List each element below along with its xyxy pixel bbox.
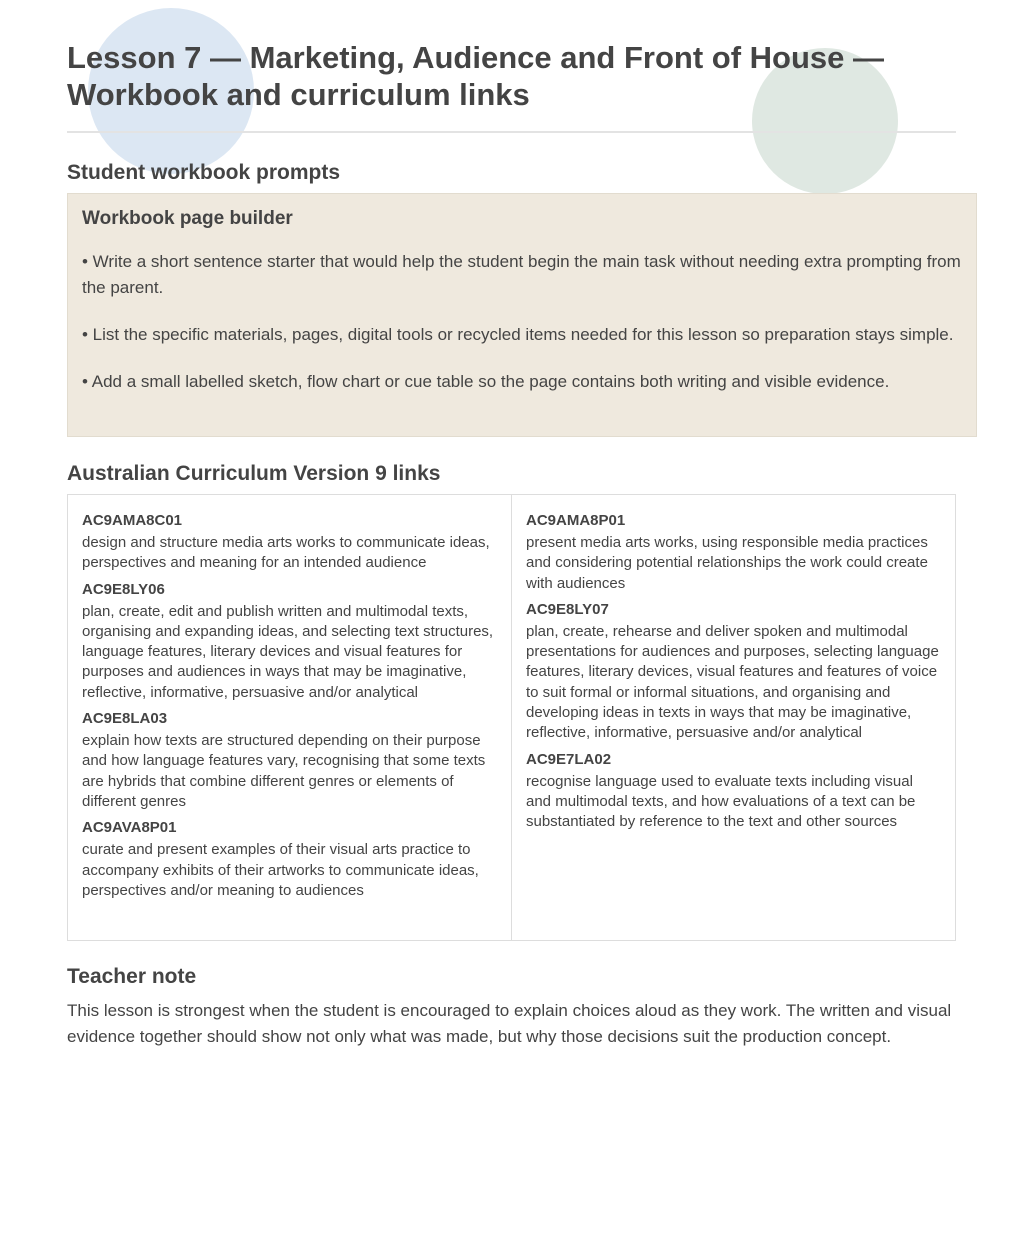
prompt-box-title: Workbook page builder	[82, 208, 293, 229]
teacher-note-heading: Teacher note	[67, 965, 197, 988]
curriculum-description: design and structure media arts works to communicate ideas, perspectives and meaning for an intended audience	[82, 534, 490, 572]
title-divider	[67, 131, 956, 133]
page-title: Lesson 7 — Marketing, Audience and Front of House — Workbook and curriculum links	[67, 40, 885, 112]
curriculum-code: AC9E8LA03	[82, 710, 168, 728]
curriculum-code: AC9AMA8P01	[526, 512, 626, 529]
curriculum-code: AC9E8LY06	[82, 580, 165, 598]
curriculum-code: AC9AMA8C01	[82, 512, 183, 529]
workbook-prompt: • Add a small labelled sketch, flow chart or cue table so the page contains both writing and visible evidence.	[82, 372, 890, 391]
workbook-heading: Student workbook prompts	[67, 161, 340, 184]
curriculum-code: AC9E7LA02	[526, 750, 612, 768]
curriculum-heading: Australian Curriculum Version 9 links	[67, 462, 441, 485]
curriculum-column-right	[512, 495, 955, 940]
curriculum-description: curate and present examples of their visual arts practice to accompany exhibits of their artworks to communicate ideas, perspectives and/or meaning to audiences	[82, 841, 479, 899]
curriculum-item	[526, 600, 941, 744]
curriculum-item	[82, 818, 497, 901]
curriculum-item	[82, 511, 497, 574]
curriculum-column-left	[68, 495, 512, 940]
curriculum-description: recognise language used to evaluate texts including visual and multimodal texts, and how evaluations of a text can be substantiated by reference to the text and other sources	[526, 772, 916, 831]
workbook-prompt: • List the specific materials, pages, digital tools or recycled items needed for this lesson so preparation stays simple.	[82, 325, 954, 344]
curriculum-code: AC9AVA8P01	[82, 819, 177, 837]
workbook-prompt: • Write a short sentence starter that would help the student begin the main task without needing extra prompting from the parent.	[82, 252, 961, 297]
workbook-prompt-box	[67, 193, 977, 437]
curriculum-item	[82, 580, 497, 703]
curriculum-item	[526, 511, 941, 594]
curriculum-description: plan, create, rehearse and deliver spoken and multimodal presentations for audiences and purposes, selecting language features, literary devices, visual features and features of voice to suit formal or informal situations, and organising and developing ideas in texts in ways that may be imaginative, reflective, informative, persuasive and/or analytical	[526, 622, 939, 742]
curriculum-description: plan, create, edit and publish written and multimodal texts, organising and expanding ideas, and selecting text structures, language features, literary devices and visual features for purposes and audiences in ways that may be imaginative, reflective, informative, persuasive and/or analytical	[82, 602, 494, 701]
curriculum-item	[526, 750, 941, 833]
curriculum-description: present media arts works, using responsible media practices and considering potential relationships the work could create with audiences	[526, 534, 928, 592]
curriculum-code: AC9E8LY07	[526, 600, 609, 618]
teacher-note-body: This lesson is strongest when the student is encouraged to explain choices aloud as they work. The written and visual evidence together should show not only what was made, but why those decisions suit the production concept.	[67, 1001, 952, 1046]
curriculum-item	[82, 709, 497, 812]
curriculum-description: explain how texts are structured depending on their purpose and how language features vary, recognising that some texts are hybrids that combine different genres or elements of different genres	[82, 732, 486, 810]
curriculum-links-table	[67, 494, 956, 941]
